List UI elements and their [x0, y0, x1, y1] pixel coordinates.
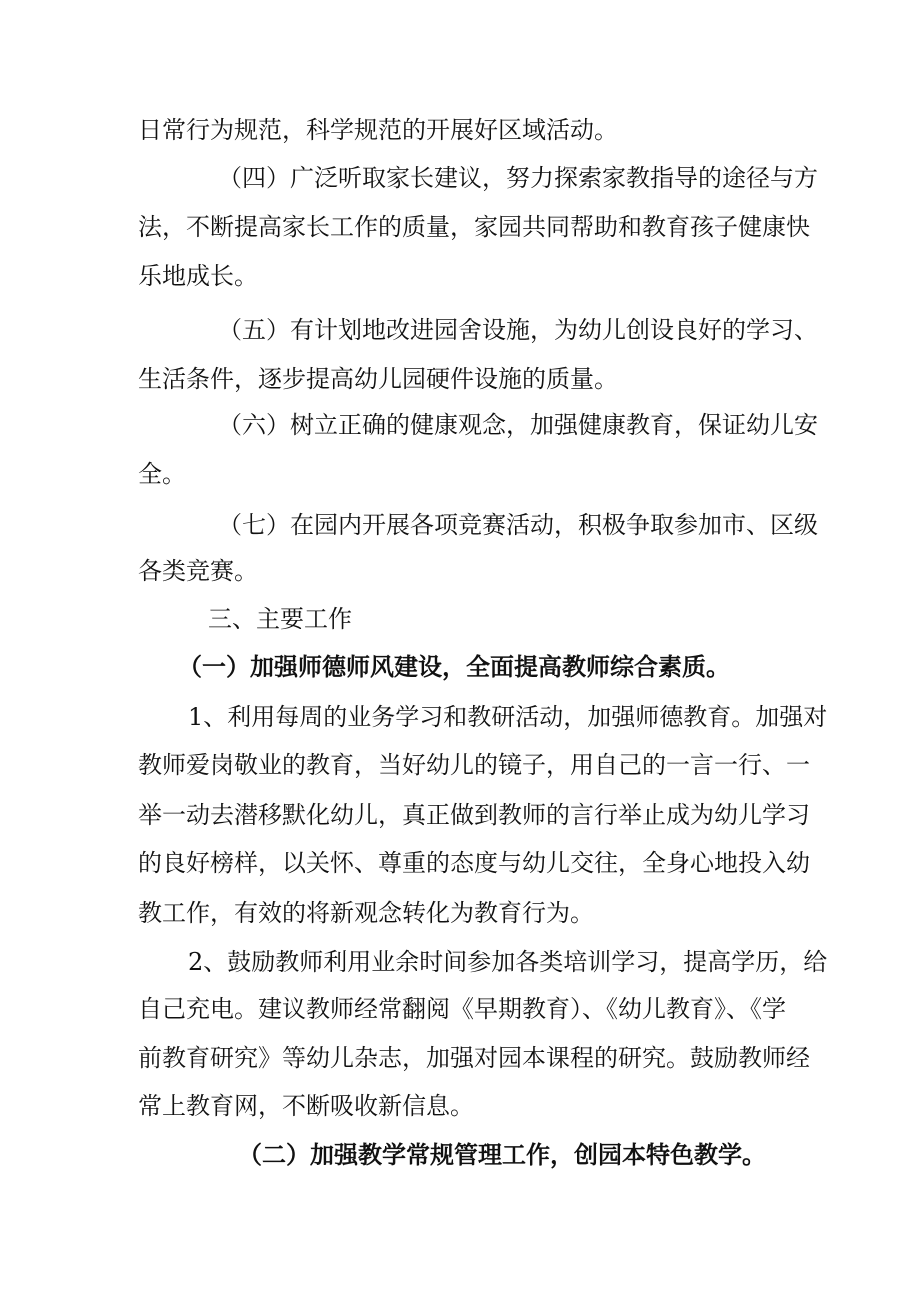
text-line: 1、利用每周的业务学习和教研活动，加强师德教育。加强对: [188, 703, 828, 731]
text-line: 教师爱岗敬业的教育，当好幼儿的镜子，用自己的一言一行、一: [138, 751, 810, 779]
text-line: 2、鼓励教师利用业余时间参加各类培训学习，提高学历，给: [188, 948, 828, 976]
text-line: （四）广泛听取家长建议，努力探索家教指导的途径与方: [218, 164, 818, 192]
text-line: 举一动去潜移默化幼儿，真正做到教师的言行举止成为幼儿学习: [138, 801, 810, 829]
text-line: （七）在园内开展各项竞赛活动，积极争取参加市、区级: [218, 511, 818, 539]
text-line: 各类竞赛。: [138, 557, 258, 585]
text-line: （六）树立正确的健康观念，加强健康教育，保证幼儿安: [218, 411, 818, 439]
subsection-heading: （二）加强教学常规管理工作，创园本特色教学。: [238, 1140, 766, 1169]
text-line: 常上教育网，不断吸收新信息。: [138, 1092, 474, 1120]
text-line: 生活条件，逐步提高幼儿园硬件设施的质量。: [138, 365, 618, 393]
text-line: 法，不断提高家长工作的质量，家园共同帮助和教育孩子健康快: [138, 213, 810, 241]
text-line: 教工作，有效的将新观念转化为教育行为。: [138, 899, 594, 927]
section-heading: 三、主要工作: [208, 605, 352, 633]
text-line: 日常行为规范，科学规范的开展好区域活动。: [138, 116, 618, 144]
text-line: 的良好榜样，以关怀、尊重的态度与幼儿交往，全身心地投入幼: [138, 849, 810, 877]
text-line: 全。: [138, 460, 186, 488]
text-line: 自己充电。建议教师经常翻阅《早期教育）、《幼儿教育》、《学: [138, 995, 786, 1023]
text-line: 乐地成长。: [138, 262, 258, 290]
subsection-heading: （一）加强师德师风建设，全面提高教师综合素质。: [178, 652, 730, 681]
text-line: （五）有计划地改进园舍设施，为幼儿创设良好的学习、: [218, 316, 818, 344]
text-line: 前教育研究》等幼儿杂志，加强对园本课程的研究。鼓励教师经: [138, 1044, 810, 1072]
